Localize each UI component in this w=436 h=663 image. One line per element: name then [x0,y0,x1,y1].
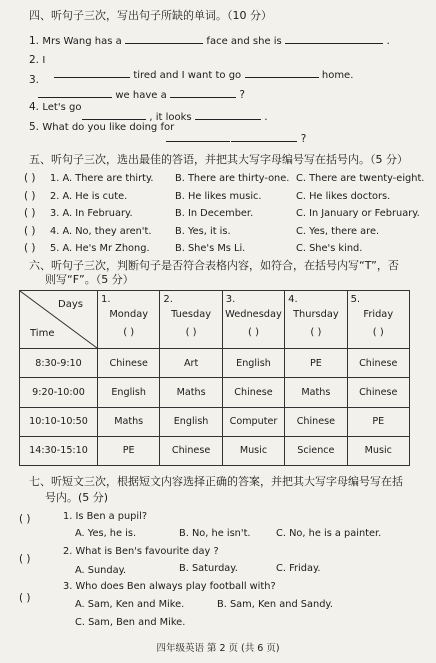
q-num: 2. [29,54,40,66]
day-header-tuesday [160,291,222,349]
answer-paren[interactable]: ( ) [185,327,197,338]
subject-cell: PE [347,407,409,436]
option-b: B. No, he isn't. [179,528,251,539]
day-name: Thursday [293,309,339,320]
s4-question-4 [29,100,81,115]
day-header-thursday [285,291,347,349]
subject-cell: Maths [160,378,222,407]
option-c: C. No, he is a painter. [276,528,382,539]
subject-cell: Maths [285,378,347,407]
subject-cell: Art [160,349,222,378]
day-name: Wednesday [225,309,282,320]
subject-cell: Chinese [98,349,160,378]
section-4-title: 四、听句子三次，写出句子所缺的单词。（10 分） [29,9,272,22]
page-footer: 四年级英语 第 2 页 (共 6 页) [156,643,280,654]
day-num: 5. [350,294,361,305]
answer-blank[interactable] [82,108,146,120]
s4-question-5-cont [166,130,306,146]
subject-cell: Maths [98,407,160,436]
day-num: 2. [163,294,173,305]
option-a: 4. A. No, they aren't. [50,225,152,237]
option-c: C. In January or February. [296,208,420,219]
time-cell: 14:30-15:10 [20,436,98,465]
s4-question-1 [29,32,390,49]
section-6-title-line1: 六、听句子三次，判断句子是否符合表格内容，如符合，在括号内写“T”，否 [29,259,399,272]
day-header-friday [347,291,409,349]
answer-blank[interactable] [54,66,130,78]
timetable-row [20,407,410,436]
s4-question-2 [29,53,45,68]
day-header-monday [98,291,160,349]
q-num: 1. [29,35,40,47]
q-num: 5. [29,121,40,133]
answer-paren[interactable]: ( ) [310,327,322,338]
time-label: Time [30,328,55,339]
answer-paren[interactable]: ( ) [19,513,31,525]
option-c: C. Sam, Ben and Mike. [75,617,186,628]
option-a: 3. A. In February. [50,208,133,219]
answer-paren[interactable]: ( ) [247,327,259,338]
q-text: tired and I want to go [133,70,242,81]
subject-cell: Music [347,436,409,465]
option-c: C. There are twenty-eight. [296,173,425,184]
option-c: C. Yes, there are. [296,225,380,237]
section-7-title-line2: 号内。(5 分) [45,491,109,504]
q-text: Let's go [42,102,82,113]
answer-paren[interactable]: ( ) [24,189,36,202]
option-a: A. Sam, Ken and Mike. [75,599,185,610]
answer-paren[interactable]: ( ) [24,242,36,254]
q-text: I [42,55,46,66]
option-a: 1. A. There are thirty. [50,173,154,184]
option-a: 2. A. He is cute. [50,190,128,202]
q-text: Mrs Wang has a [42,36,122,47]
q-end: ? [300,133,307,145]
subject-cell: Chinese [347,378,409,407]
s4-question-5 [29,120,174,135]
section-6-title-line2: 则写“F”。（5 分） [45,273,134,286]
subject-cell: PE [98,436,160,465]
subject-cell: Science [285,436,347,465]
answer-paren[interactable]: ( ) [24,224,36,237]
answer-blank[interactable] [170,86,236,98]
q-end: ? [239,89,245,101]
subject-cell: Chinese [160,436,222,465]
timetable-row [20,436,410,465]
answer-paren[interactable]: ( ) [24,207,36,219]
option-a: A. Sunday. [75,565,127,576]
day-num: 4. [288,294,298,305]
answer-blank[interactable] [125,32,203,44]
answer-paren[interactable]: ( ) [19,592,31,604]
subject-cell: English [98,378,160,407]
option-a: A. Yes, he is. [75,528,137,539]
timetable-row [20,378,410,407]
option-c: C. She's kind. [296,243,363,254]
option-c: C. He likes doctors. [296,190,391,202]
answer-paren[interactable]: ( ) [123,327,135,338]
answer-blank[interactable] [231,130,297,142]
day-num: 1. [101,294,111,305]
time-cell: 8:30-9:10 [20,349,98,378]
section-5-title: 五、听句子三次，选出最佳的答语，并把其大写字母编号写在括号内。（5 分） [29,153,408,166]
subject-cell: Computer [222,407,284,436]
day-name: Monday [109,309,149,320]
q-num: 4. [29,101,40,113]
option-b: B. Yes, it is. [175,225,231,237]
timetable-corner-cell [20,291,98,349]
day-num: 3. [225,294,236,305]
day-header-wednesday [222,291,284,349]
subject-cell: Chinese [285,407,347,436]
answer-paren[interactable]: ( ) [19,553,31,565]
answer-paren[interactable]: ( ) [372,327,384,338]
section-7-title-line1: 七、听短文三次，根据短文内容选择正确的答案，并把其大写字母编号写在括 [29,475,403,488]
option-b: B. Saturday. [179,563,238,574]
days-label: Days [58,299,83,310]
answer-paren[interactable]: ( ) [24,172,36,184]
q-text: What do you like doing for [42,122,175,133]
s7-question-2: 2. What is Ben's favourite day ? [63,546,219,557]
subject-cell: Chinese [222,378,284,407]
answer-blank[interactable] [38,86,112,98]
q-end: . [386,35,390,47]
s7-question-1: 1. Is Ben a pupil? [63,511,148,522]
answer-blank[interactable] [245,66,319,78]
answer-blank[interactable] [195,108,261,120]
option-b: B. There are thirty-one. [175,173,290,184]
day-name: Tuesday [171,309,212,320]
s4-question-2-cont [54,66,353,83]
option-b: B. Sam, Ken and Sandy. [217,599,333,610]
subject-cell: Music [222,436,284,465]
subject-cell: PE [285,349,347,378]
subject-cell: Chinese [347,349,409,378]
s4-question-3-num: 3. [29,74,40,86]
q-text: face and she is [206,36,282,47]
timetable-row [20,349,410,378]
q-text: , it looks [149,112,192,123]
subject-cell: English [160,407,222,436]
subject-cell: English [222,349,284,378]
timetable-header-row [20,291,410,349]
timetable [19,290,410,466]
q-end: . [264,111,268,123]
answer-blank[interactable] [166,130,230,142]
option-b: B. He likes music. [175,190,262,202]
option-b: B. In December. [175,208,254,219]
q-text: we have a [115,90,167,101]
q-text: home. [321,70,354,81]
option-b: B. She's Ms Li. [175,243,246,254]
s7-question-3: 3. Who does Ben always play football with? [63,581,276,592]
day-name: Friday [363,309,394,320]
option-a: 5. A. He's Mr Zhong. [50,243,150,254]
option-c: C. Friday. [276,563,321,574]
time-cell: 9:20-10:00 [20,378,98,407]
time-cell: 10:10-10:50 [20,407,98,436]
answer-blank[interactable] [285,32,383,44]
